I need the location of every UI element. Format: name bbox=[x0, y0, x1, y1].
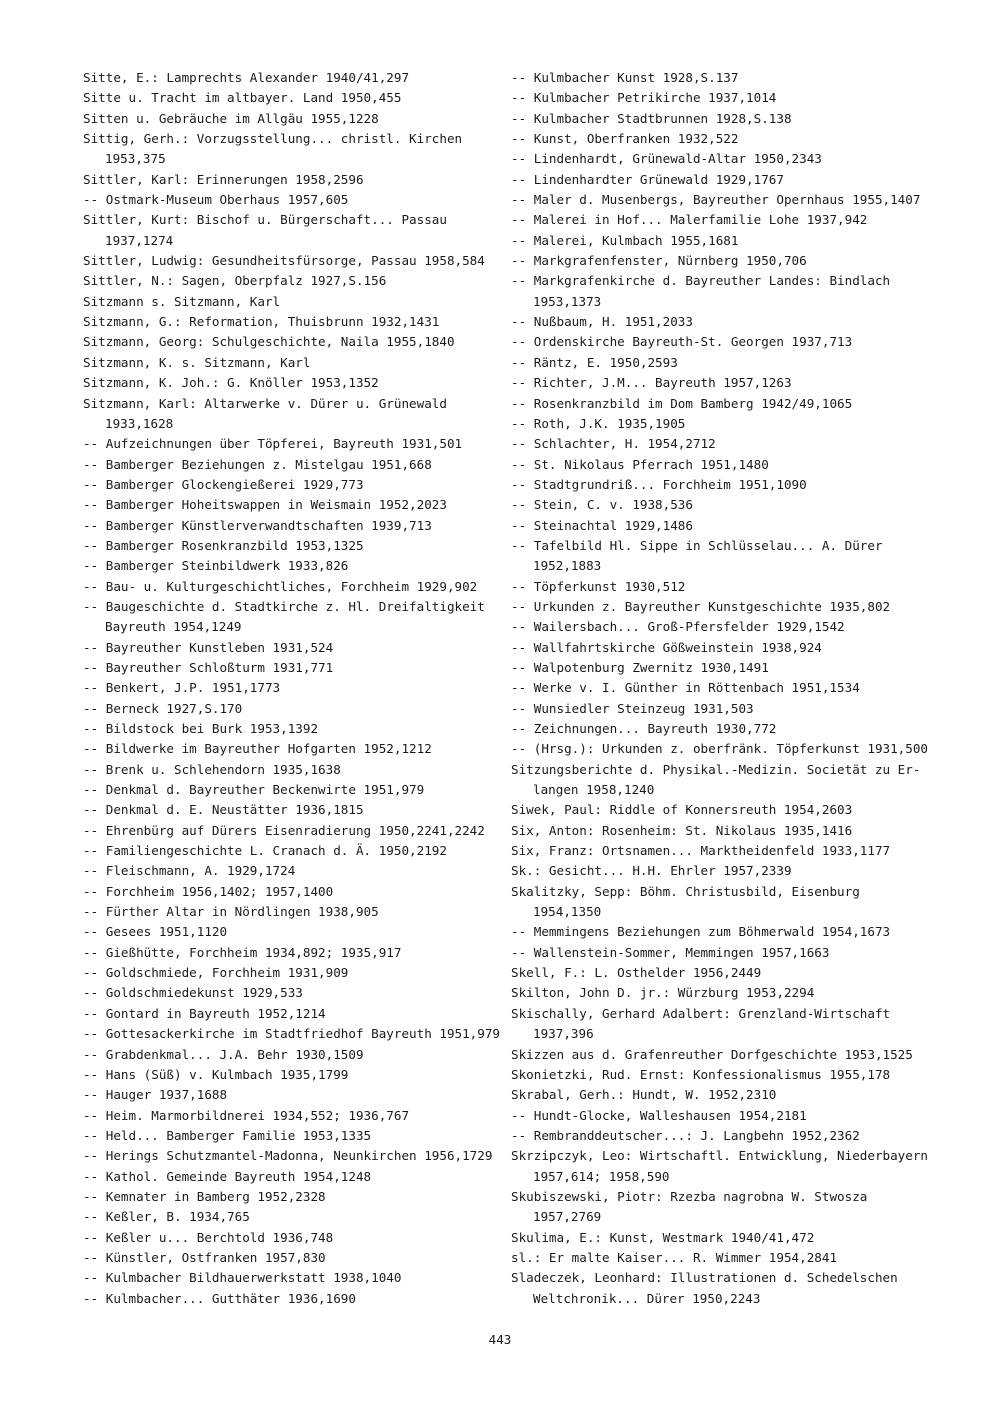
index-entry-line: -- Bamberger Glockengießerei 1929,773 bbox=[83, 476, 364, 492]
index-entry-line: Sitzmann s. Sitzmann, Karl bbox=[83, 293, 281, 309]
right-column bbox=[511, 68, 931, 1309]
index-entry bbox=[83, 475, 498, 495]
index-entry bbox=[511, 88, 931, 108]
index-entry bbox=[83, 841, 498, 861]
index-entry-line: Skizzen aus d. Grafenreuther Dorfgeschichte 1953,1525 bbox=[511, 1046, 913, 1062]
index-entry bbox=[83, 577, 498, 597]
index-entry bbox=[511, 983, 931, 1003]
index-entry bbox=[511, 1146, 931, 1187]
index-entry-line: -- Forchheim 1956,1402; 1957,1400 bbox=[83, 883, 334, 899]
index-entry bbox=[511, 861, 931, 881]
index-entry bbox=[511, 475, 931, 495]
index-entry-line: -- Kulmbacher Stadtbrunnen 1928,S.138 bbox=[511, 110, 792, 126]
index-entry-line: -- Kulmbacher Bildhauerwerkstatt 1938,1040 bbox=[83, 1270, 402, 1286]
index-entry-line: -- Bildwerke im Bayreuther Hofgarten 1952,1212 bbox=[83, 741, 432, 757]
index-entry bbox=[511, 536, 931, 577]
index-entry bbox=[511, 434, 931, 454]
index-entry bbox=[511, 1126, 931, 1146]
index-entry bbox=[83, 88, 498, 108]
index-entry-line: Sitten u. Gebräuche im Allgäu 1955,1228 bbox=[83, 110, 379, 126]
index-entry-line: -- Keßler u... Berchtold 1936,748 bbox=[83, 1229, 334, 1245]
index-entry-continuation: 1953,375 bbox=[105, 151, 166, 167]
index-entry-line: -- Brenk u. Schlehendorn 1935,1638 bbox=[83, 761, 341, 777]
index-entry-line: -- St. Nikolaus Pferrach 1951,1480 bbox=[511, 456, 769, 472]
index-entry-line: -- Familiengeschichte L. Cranach d. Ä. 1950,2192 bbox=[83, 843, 447, 859]
index-entry bbox=[83, 292, 498, 312]
index-entry-line: Sittig, Gerh.: Vorzugsstellung... christl. Kirchen bbox=[83, 131, 463, 147]
index-entry-line: Sladeczek, Leonhard: Illustrationen d. Schedelschen bbox=[511, 1270, 898, 1286]
index-entry bbox=[83, 1106, 498, 1126]
index-entry-line: -- Rosenkranzbild im Dom Bamberg 1942/49,1065 bbox=[511, 395, 853, 411]
index-entry bbox=[511, 658, 931, 678]
index-entry-line: Skulima, E.: Kunst, Westmark 1940/41,472 bbox=[511, 1229, 815, 1245]
index-entry-line: -- Hans (Süß) v. Kulmbach 1935,1799 bbox=[83, 1066, 349, 1082]
index-entry-line: -- Bayreuther Schloßturm 1931,771 bbox=[83, 659, 334, 675]
index-entry-line: -- Bamberger Künstlerverwandtschaften 1939,713 bbox=[83, 517, 432, 533]
index-entry-line: -- Roth, J.K. 1935,1905 bbox=[511, 415, 686, 431]
index-entry-line: -- Heim. Marmorbildnerei 1934,552; 1936,767 bbox=[83, 1107, 410, 1123]
index-entry-line: -- Räntz, E. 1950,2593 bbox=[511, 354, 678, 370]
index-entry-line: -- Ordenskirche Bayreuth-St. Georgen 1937,713 bbox=[511, 334, 853, 350]
index-entry bbox=[83, 597, 498, 638]
index-entry bbox=[83, 1065, 498, 1085]
index-entry-continuation: 1952,1883 bbox=[533, 558, 602, 574]
index-entry-line: Skrabal, Gerh.: Hundt, W. 1952,2310 bbox=[511, 1087, 777, 1103]
left-column bbox=[83, 68, 501, 1309]
index-entry bbox=[83, 983, 498, 1003]
index-entry bbox=[511, 251, 931, 271]
index-entry-line: -- Bayreuther Kunstleben 1931,524 bbox=[83, 639, 334, 655]
index-entry-line: -- Denkmal d. E. Neustätter 1936,1815 bbox=[83, 802, 364, 818]
index-entry bbox=[511, 353, 931, 373]
index-entry bbox=[83, 1289, 498, 1309]
index-entry-line: -- Stadtgrundriß... Forchheim 1951,1090 bbox=[511, 476, 807, 492]
page-number: 443 bbox=[488, 1332, 512, 1347]
index-entry bbox=[83, 1207, 498, 1227]
index-entry bbox=[511, 739, 931, 759]
index-entry bbox=[83, 719, 498, 739]
index-entry-line: -- Benkert, J.P. 1951,1773 bbox=[83, 680, 281, 696]
index-entry bbox=[511, 129, 931, 149]
index-entry-line: Sitzmann, G.: Reformation, Thuisbrunn 1932,1431 bbox=[83, 314, 440, 330]
index-entry-line: -- Maler d. Musenbergs, Bayreuther Opernhaus 1955,1407 bbox=[511, 192, 921, 208]
index-entry bbox=[83, 332, 498, 352]
index-entry-line: Skonietzki, Rud. Ernst: Konfessionalismus 1955,178 bbox=[511, 1066, 891, 1082]
index-entry-line: -- Wallfahrtskirche Gößweinstein 1938,924 bbox=[511, 639, 822, 655]
index-entry-line: -- Richter, J.M... Bayreuth 1957,1263 bbox=[511, 375, 792, 391]
index-entry bbox=[511, 800, 931, 820]
index-entry-line: -- Ostmark-Museum Oberhaus 1957,605 bbox=[83, 192, 349, 208]
index-entry-line: -- Lindenhardter Grünewald 1929,1767 bbox=[511, 171, 784, 187]
index-entry bbox=[83, 251, 498, 271]
index-entry bbox=[83, 922, 498, 942]
index-entry bbox=[511, 1065, 931, 1085]
index-entry-line: -- Denkmal d. Bayreuther Beckenwirte 1951,979 bbox=[83, 782, 425, 798]
index-entry-continuation: 1937,1274 bbox=[105, 232, 174, 248]
index-entry-line: -- Fürther Altar in Nördlingen 1938,905 bbox=[83, 904, 379, 920]
index-entry bbox=[83, 800, 498, 820]
index-entry-continuation: Bayreuth 1954,1249 bbox=[105, 619, 242, 635]
index-entry bbox=[511, 516, 931, 536]
index-entry bbox=[83, 658, 498, 678]
index-entry-line: -- Memmingens Beziehungen zum Böhmerwald 1954,1673 bbox=[511, 924, 891, 940]
index-entry-line: -- Hundt-Glocke, Walleshausen 1954,2181 bbox=[511, 1107, 807, 1123]
index-entry bbox=[83, 882, 498, 902]
index-entry-line: Sk.: Gesicht... H.H. Ehrler 1957,2339 bbox=[511, 863, 792, 879]
index-entry-line: -- Künstler, Ostfranken 1957,830 bbox=[83, 1249, 326, 1265]
index-entry-line: sl.: Er malte Kaiser... R. Wimmer 1954,2841 bbox=[511, 1249, 838, 1265]
index-entry bbox=[83, 963, 498, 983]
index-entry-line: Sitzungsberichte d. Physikal.-Medizin. Societät zu Er- bbox=[511, 761, 921, 777]
index-entry-line: -- Baugeschichte d. Stadtkirche z. Hl. Dreifaltigkeit bbox=[83, 598, 485, 614]
index-entry-line: Skilton, John D. jr.: Würzburg 1953,2294 bbox=[511, 985, 815, 1001]
index-entry-continuation: 1954,1350 bbox=[533, 904, 602, 920]
index-entry bbox=[83, 495, 498, 515]
index-entry-line: -- Grabdenkmal... J.A. Behr 1930,1509 bbox=[83, 1046, 364, 1062]
index-entry-line: -- Schlachter, H. 1954,2712 bbox=[511, 436, 716, 452]
index-entry bbox=[511, 841, 931, 861]
index-entry-line: Sitte, E.: Lamprechts Alexander 1940/41,297 bbox=[83, 70, 410, 85]
index-entry-continuation: 1953,1373 bbox=[533, 293, 602, 309]
index-entry bbox=[511, 231, 931, 251]
index-entry-line: -- Bau- u. Kulturgeschichtliches, Forchheim 1929,902 bbox=[83, 578, 478, 594]
index-entry bbox=[511, 68, 931, 88]
index-entry-line: Skalitzky, Sepp: Böhm. Christusbild, Eisenburg bbox=[511, 883, 860, 899]
index-entry bbox=[83, 516, 498, 536]
index-entry bbox=[83, 638, 498, 658]
index-entry bbox=[83, 1167, 498, 1187]
index-entry-line: -- Markgrafenfenster, Nürnberg 1950,706 bbox=[511, 253, 807, 269]
index-entry-line: -- Töpferkunst 1930,512 bbox=[511, 578, 686, 594]
index-entry bbox=[511, 414, 931, 434]
index-entry bbox=[511, 719, 931, 739]
index-entry-line: -- Werke v. I. Günther in Röttenbach 1951,1534 bbox=[511, 680, 860, 696]
index-entry-line: Sitzmann, K. Joh.: G. Knöller 1953,1352 bbox=[83, 375, 379, 391]
index-entry-line: Six, Anton: Rosenheim: St. Nikolaus 1935,1416 bbox=[511, 822, 853, 838]
index-entry-line: Sitzmann, Georg: Schulgeschichte, Naila 1955,1840 bbox=[83, 334, 455, 350]
index-entry-continuation: 1937,396 bbox=[533, 1026, 594, 1042]
index-entry-line: -- Hauger 1937,1688 bbox=[83, 1087, 228, 1103]
index-entry bbox=[83, 1085, 498, 1105]
index-entry bbox=[511, 332, 931, 352]
index-entry bbox=[511, 1085, 931, 1105]
index-entry-line: -- Wunsiedler Steinzeug 1931,503 bbox=[511, 700, 754, 716]
index-entry-line: -- Bamberger Beziehungen z. Mistelgau 1951,668 bbox=[83, 456, 432, 472]
index-entry-line: -- Walpotenburg Zwernitz 1930,1491 bbox=[511, 659, 769, 675]
index-entry bbox=[511, 271, 931, 312]
index-entry bbox=[511, 1268, 931, 1309]
index-entry-line: -- Bamberger Hoheitswappen in Weismain 1952,2023 bbox=[83, 497, 447, 513]
index-entry-line: Siwek, Paul: Riddle of Konnersreuth 1954,2603 bbox=[511, 802, 853, 818]
index-entry-continuation: 1957,614; 1958,590 bbox=[533, 1168, 670, 1184]
index-entry-line: -- Steinachtal 1929,1486 bbox=[511, 517, 693, 533]
index-entry bbox=[511, 760, 931, 801]
index-entry-line: -- Fleischmann, A. 1929,1724 bbox=[83, 863, 296, 879]
index-entry-line: -- Nußbaum, H. 1951,2033 bbox=[511, 314, 693, 330]
index-entry bbox=[511, 190, 931, 210]
index-entry bbox=[83, 353, 498, 373]
index-entry-line: -- (Hrsg.): Urkunden z. oberfränk. Töpferkunst 1931,500 bbox=[511, 741, 929, 757]
index-entry-line: Sittler, Karl: Erinnerungen 1958,2596 bbox=[83, 171, 364, 187]
index-entry bbox=[511, 638, 931, 658]
index-entry-line: -- Malerei in Hof... Malerfamilie Lohe 1937,942 bbox=[511, 212, 868, 228]
index-entry bbox=[511, 455, 931, 475]
index-entry bbox=[511, 882, 931, 923]
index-entry bbox=[511, 495, 931, 515]
index-entry bbox=[511, 170, 931, 190]
index-entry bbox=[511, 1004, 931, 1045]
index-entry-line: -- Berneck 1927,S.170 bbox=[83, 700, 243, 716]
index-entry bbox=[83, 1228, 498, 1248]
index-entry bbox=[83, 536, 498, 556]
index-entry-line: -- Wallenstein-Sommer, Memmingen 1957,1663 bbox=[511, 944, 830, 960]
index-entry-continuation: 1933,1628 bbox=[105, 415, 174, 431]
index-entry bbox=[83, 861, 498, 881]
index-entry-line: Sittler, N.: Sagen, Oberpfalz 1927,S.156 bbox=[83, 273, 387, 289]
index-entry bbox=[83, 760, 498, 780]
index-entry bbox=[83, 739, 498, 759]
index-entry-line: -- Keßler, B. 1934,765 bbox=[83, 1209, 250, 1225]
index-entry-line: -- Kulmbacher Kunst 1928,S.137 bbox=[511, 70, 739, 85]
index-entry bbox=[511, 943, 931, 963]
index-entry-line: Skischally, Gerhard Adalbert: Grenzland-Wirtschaft bbox=[511, 1005, 891, 1021]
index-entry-line: -- Herings Schutzmantel-Madonna, Neunkirchen 1956,1729 bbox=[83, 1148, 493, 1164]
index-entry-line: -- Wailersbach... Groß-Pfersfelder 1929,1542 bbox=[511, 619, 845, 635]
index-entry bbox=[83, 210, 498, 251]
index-entry bbox=[511, 617, 931, 637]
index-entry bbox=[511, 1106, 931, 1126]
index-entry bbox=[83, 373, 498, 393]
index-entry bbox=[83, 1268, 498, 1288]
index-entry-line: -- Zeichnungen... Bayreuth 1930,772 bbox=[511, 721, 777, 736]
index-entry-line: -- Kathol. Gemeinde Bayreuth 1954,1248 bbox=[83, 1168, 372, 1184]
index-entry-line: Sittler, Ludwig: Gesundheitsfürsorge, Passau 1958,584 bbox=[83, 253, 485, 269]
index-entry-line: -- Tafelbild Hl. Sippe in Schlüsselau... A. Dürer bbox=[511, 537, 883, 553]
index-entry-line: Skell, F.: L. Osthelder 1956,2449 bbox=[511, 965, 762, 981]
index-entry bbox=[511, 109, 931, 129]
index-entry-line: Sitte u. Tracht im altbayer. Land 1950,455 bbox=[83, 90, 402, 106]
index-entry-line: -- Kulmbacher Petrikirche 1937,1014 bbox=[511, 90, 777, 106]
index-entry-line: -- Gontard in Bayreuth 1952,1214 bbox=[83, 1005, 326, 1021]
index-entry-line: -- Aufzeichnungen über Töpferei, Bayreuth 1931,501 bbox=[83, 436, 463, 452]
index-entry bbox=[83, 455, 498, 475]
index-entry bbox=[511, 1045, 931, 1065]
index-entry bbox=[83, 821, 498, 841]
index-entry-line: -- Goldschmiede, Forchheim 1931,909 bbox=[83, 965, 349, 981]
index-entry-continuation: 1957,2769 bbox=[533, 1209, 602, 1225]
index-entry bbox=[511, 1248, 931, 1268]
index-entry bbox=[83, 1024, 501, 1044]
index-entry-line: Skubiszewski, Piotr: Rzezba nagrobna W. Stwosza bbox=[511, 1188, 868, 1204]
index-entry bbox=[83, 434, 498, 454]
index-entry bbox=[83, 1126, 498, 1146]
index-entry-line: -- Ehrenbürg auf Dürers Eisenradierung 1950,2241,2242 bbox=[83, 822, 485, 838]
index-entry bbox=[83, 170, 498, 190]
index-entry-line: -- Gottesackerkirche im Stadtfriedhof Bayreuth 1951,979 bbox=[83, 1026, 501, 1042]
index-entry-line: Sittler, Kurt: Bischof u. Bürgerschaft... Passau bbox=[83, 212, 447, 228]
index-entry bbox=[511, 373, 931, 393]
index-entry-line: -- Urkunden z. Bayreuther Kunstgeschichte 1935,802 bbox=[511, 598, 891, 614]
index-entry bbox=[511, 922, 931, 942]
index-entry bbox=[83, 1146, 498, 1166]
index-entry bbox=[511, 699, 931, 719]
index-entry-line: Sitzmann, K. s. Sitzmann, Karl bbox=[83, 354, 311, 370]
index-entry-line: Sitzmann, Karl: Altarwerke v. Dürer u. Grünewald bbox=[83, 395, 447, 411]
index-entry bbox=[83, 109, 498, 129]
index-entry bbox=[511, 577, 931, 597]
index-entry-continuation: langen 1958,1240 bbox=[533, 782, 655, 798]
index-entry-line: -- Held... Bamberger Familie 1953,1335 bbox=[83, 1127, 372, 1143]
index-entry bbox=[83, 1187, 498, 1207]
index-entry bbox=[511, 149, 931, 169]
index-entry bbox=[511, 210, 931, 230]
index-entry bbox=[511, 821, 931, 841]
index-entry bbox=[83, 394, 498, 435]
index-entry bbox=[83, 699, 498, 719]
index-entry bbox=[83, 68, 498, 88]
index-entry-line: -- Lindenhardt, Grünewald-Altar 1950,2343 bbox=[511, 151, 822, 167]
index-entry bbox=[511, 963, 931, 983]
index-entry-line: -- Stein, C. v. 1938,536 bbox=[511, 497, 693, 513]
index-entry-line: -- Bamberger Rosenkranzbild 1953,1325 bbox=[83, 537, 364, 553]
index-entry-line: -- Gießhütte, Forchheim 1934,892; 1935,917 bbox=[83, 944, 402, 960]
index-entry bbox=[83, 556, 498, 576]
index-entry-line: -- Gesees 1951,1120 bbox=[83, 924, 228, 940]
index-entry-line: -- Rembranddeutscher...: J. Langbehn 1952,2362 bbox=[511, 1127, 860, 1143]
index-entry bbox=[83, 1045, 498, 1065]
index-entry-line: -- Kunst, Oberfranken 1932,522 bbox=[511, 131, 739, 147]
index-entry-line: -- Malerei, Kulmbach 1955,1681 bbox=[511, 232, 739, 248]
index-entry bbox=[511, 1228, 931, 1248]
index-entry bbox=[83, 129, 498, 170]
index-entry bbox=[83, 190, 498, 210]
index-entry-line: -- Bildstock bei Burk 1953,1392 bbox=[83, 721, 319, 736]
index-entry-continuation: Weltchronik... Dürer 1950,2243 bbox=[533, 1290, 761, 1306]
index-entry-line: -- Markgrafenkirche d. Bayreuther Landes: Bindlach bbox=[511, 273, 891, 289]
index-entry bbox=[83, 271, 498, 291]
index-entry bbox=[511, 597, 931, 617]
index-entry-line: -- Kulmbacher... Gutthäter 1936,1690 bbox=[83, 1290, 356, 1306]
index-entry bbox=[83, 312, 498, 332]
index-entry bbox=[511, 312, 931, 332]
index-entry-line: -- Kemnater in Bamberg 1952,2328 bbox=[83, 1188, 326, 1204]
index-entry bbox=[511, 394, 931, 414]
index-entry bbox=[83, 902, 498, 922]
index-entry-line: Skrzipczyk, Leo: Wirtschaftl. Entwicklung, Niederbayern bbox=[511, 1148, 929, 1164]
index-entry bbox=[83, 1248, 498, 1268]
index-entry bbox=[83, 780, 498, 800]
index-entry-line: Six, Franz: Ortsnamen... Marktheidenfeld 1933,1177 bbox=[511, 843, 891, 859]
index-entry-line: -- Bamberger Steinbildwerk 1933,826 bbox=[83, 558, 349, 574]
index-entry bbox=[511, 678, 931, 698]
index-entry-line: -- Goldschmiedekunst 1929,533 bbox=[83, 985, 303, 1001]
index-entry bbox=[511, 1187, 931, 1228]
index-entry bbox=[83, 943, 498, 963]
index-entry bbox=[83, 678, 498, 698]
index-entry bbox=[83, 1004, 498, 1024]
